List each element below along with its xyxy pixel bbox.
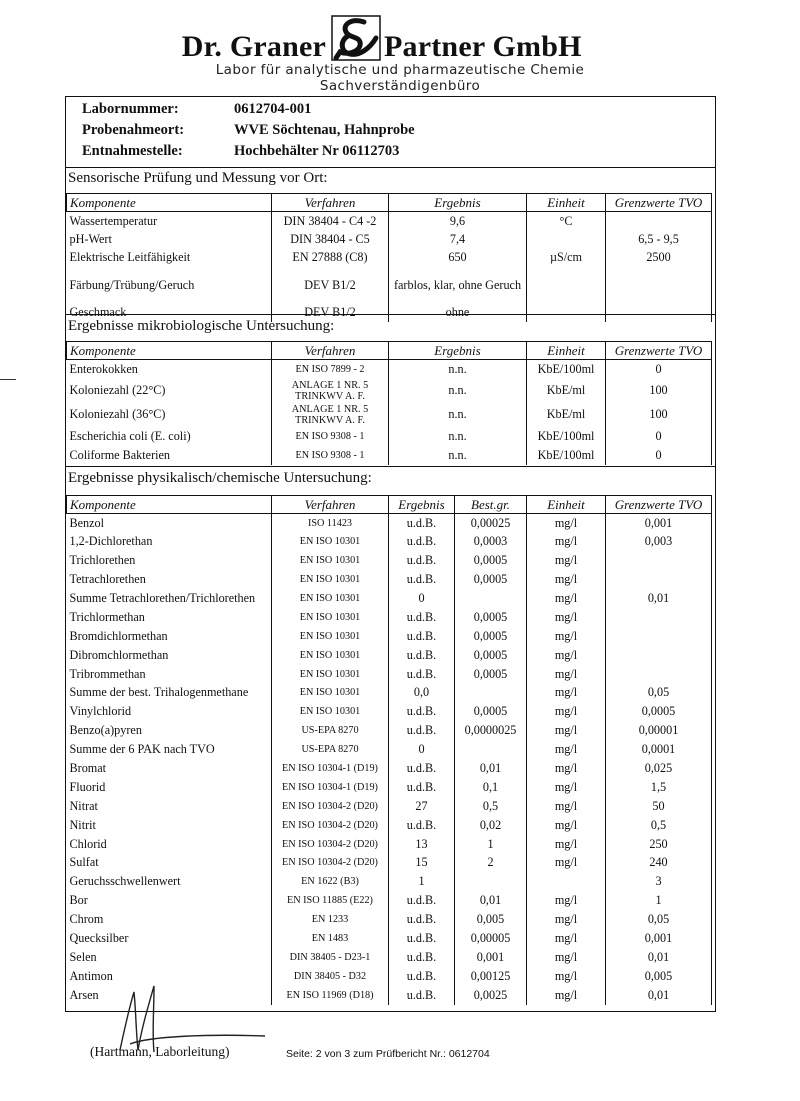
- table-cell: u.d.B.: [389, 778, 455, 797]
- sample-value: WVE Söchtenau, Hahnprobe: [234, 122, 415, 138]
- table-cell: Sulfat: [69, 855, 99, 870]
- table-cell: pH-Wert: [69, 231, 112, 246]
- table-cell: ANLAGE 1 NR. 5 TRINKWV A. F.: [272, 403, 389, 427]
- table-cell: u.d.B.: [389, 702, 455, 721]
- table-cell: n.n.: [389, 379, 527, 403]
- table-cell: 1,2-Dichlorethan: [69, 534, 153, 549]
- table-cell: mg/l: [527, 778, 606, 797]
- sample-info: [66, 97, 715, 168]
- table-row: [67, 702, 712, 721]
- table-cell: 0,0005: [455, 646, 527, 665]
- table-cell: 100: [606, 403, 712, 427]
- section-divider: [66, 314, 715, 315]
- table-cell: Arsen: [69, 987, 99, 1002]
- table-cell: EN ISO 10301: [272, 532, 389, 551]
- table-cell: ohne: [389, 303, 527, 322]
- table-cell: EN ISO 10301: [272, 684, 389, 703]
- table-cell: n.n.: [389, 403, 527, 427]
- table-cell: [606, 267, 712, 303]
- table-cell: Summe Tetrachlorethen/Trichlorethen: [69, 591, 256, 605]
- table-cell: Färbung/Trübung/Geruch: [69, 277, 195, 292]
- table-cell: DEV B1/2: [272, 303, 389, 322]
- column-header: Ergebnis: [389, 496, 455, 514]
- table-cell: 0,0003: [455, 532, 527, 551]
- table-cell: 0,0005: [455, 665, 527, 684]
- table-cell: Bor: [69, 893, 88, 908]
- table-cell: Bromat: [69, 761, 107, 776]
- margin-mark: [0, 379, 16, 380]
- letterhead-line-1: Labor für analytische und pharmazeutische Chemie: [215, 62, 585, 78]
- table-row: [67, 854, 712, 873]
- table-cell: 0,0001: [606, 740, 712, 759]
- table-cell: [606, 303, 712, 322]
- table-cell: mg/l: [527, 835, 606, 854]
- table-cell: 0,02: [455, 816, 527, 835]
- table-cell: Benzo(a)pyren: [69, 723, 142, 738]
- table-row: [67, 665, 712, 684]
- table-cell: 0: [389, 740, 455, 759]
- table-cell: mg/l: [527, 740, 606, 759]
- table-cell: 0,0000025: [455, 721, 527, 740]
- table-cell: Wassertemperatur: [69, 213, 158, 228]
- table-cell: 13: [389, 835, 455, 854]
- table-cell: mg/l: [527, 646, 606, 665]
- table-cell: EN ISO 10301: [272, 608, 389, 627]
- ampersand-logo-icon: [330, 14, 382, 62]
- section-divider: [66, 466, 715, 467]
- table-cell: 6,5 - 9,5: [606, 230, 712, 249]
- table-cell: Escherichia coli (E. coli): [69, 428, 191, 443]
- table-cell: mg/l: [527, 589, 606, 608]
- table-cell: 250: [606, 835, 712, 854]
- table-row: [67, 759, 712, 778]
- table-cell: EN ISO 10304-1 (D19): [272, 759, 389, 778]
- table-cell: [527, 230, 606, 249]
- sample-label: Probenahmeort:: [82, 122, 185, 138]
- table-cell: 650: [389, 249, 527, 268]
- column-header: Grenzwerte TVO: [606, 194, 712, 212]
- table-cell: 0,01: [606, 589, 712, 608]
- table-cell: 0: [606, 427, 712, 446]
- letterhead-line-2: Sachverständigenbüro: [319, 78, 481, 94]
- table-cell: DIN 38404 - C4 -2: [272, 212, 389, 231]
- table-cell: u.d.B.: [389, 759, 455, 778]
- brand: [0, 8, 800, 62]
- table-cell: 1: [389, 872, 455, 891]
- table-cell: Vinylchlorid: [69, 704, 132, 719]
- table-cell: 0,001: [455, 948, 527, 967]
- table-cell: 1: [606, 891, 712, 910]
- table-cell: DEV B1/2: [272, 267, 389, 303]
- table-cell: 0: [389, 589, 455, 608]
- table-cell: EN ISO 10304-2 (D20): [272, 797, 389, 816]
- micro-table: [66, 341, 712, 465]
- table-cell: u.d.B.: [389, 986, 455, 1005]
- table-cell: mg/l: [527, 759, 606, 778]
- table-row: [67, 532, 712, 551]
- table-cell: EN ISO 10301: [272, 646, 389, 665]
- report-frame: [65, 96, 716, 1012]
- table-cell: 1,5: [606, 778, 712, 797]
- signature-caption: (Hartmann, Laborleitung): [90, 1044, 230, 1059]
- column-header: Verfahren: [272, 496, 389, 514]
- table-row: [67, 948, 712, 967]
- table-cell: 0,05: [606, 910, 712, 929]
- table-cell: 0,01: [606, 948, 712, 967]
- table-cell: DIN 38405 - D32: [272, 967, 389, 986]
- table-cell: EN ISO 10304-2 (D20): [272, 835, 389, 854]
- column-header: Komponente: [67, 194, 272, 212]
- table-row: [67, 446, 712, 465]
- table-cell: 0,005: [455, 910, 527, 929]
- table-cell: [606, 608, 712, 627]
- table-row: [67, 721, 712, 740]
- table-cell: EN ISO 10304-2 (D20): [272, 854, 389, 873]
- table-cell: Nitrat: [69, 798, 98, 813]
- table-cell: Bromdichlormethan: [69, 628, 168, 643]
- table-cell: [606, 646, 712, 665]
- table-cell: DIN 38405 - D23-1: [272, 948, 389, 967]
- table-cell: u.d.B.: [389, 665, 455, 684]
- table-row: [67, 267, 712, 303]
- table-cell: 2: [455, 854, 527, 873]
- table-cell: mg/l: [527, 910, 606, 929]
- table-row: [67, 816, 712, 835]
- sample-value: Hochbehälter Nr 06112703: [234, 143, 400, 159]
- table-cell: DIN 38404 - C5: [272, 230, 389, 249]
- table-cell: KbE/100ml: [527, 427, 606, 446]
- table-row: [67, 589, 712, 608]
- table-cell: 0,0005: [455, 627, 527, 646]
- table-row: [67, 230, 712, 249]
- table-cell: Chlorid: [69, 836, 107, 851]
- table-row: [67, 910, 712, 929]
- table-row: [67, 835, 712, 854]
- table-cell: ISO 11423: [272, 514, 389, 533]
- table-cell: 0,00001: [606, 721, 712, 740]
- table-row: [67, 740, 712, 759]
- table-cell: Summe der best. Trihalogenmethane: [69, 685, 249, 700]
- table-cell: 0: [606, 446, 712, 465]
- table-cell: Tribrommethan: [69, 666, 146, 681]
- table-cell: u.d.B.: [389, 891, 455, 910]
- table-cell: farblos, klar, ohne Geruch: [389, 267, 527, 303]
- table-cell: Nitrit: [69, 817, 96, 832]
- table-header-row: [67, 496, 712, 514]
- table-cell: [606, 551, 712, 570]
- table-cell: µS/cm: [527, 249, 606, 268]
- table-cell: Koloniezahl (22°C): [69, 383, 166, 397]
- column-header: Grenzwerte TVO: [606, 496, 712, 514]
- table-cell: mg/l: [527, 665, 606, 684]
- table-cell: u.d.B.: [389, 816, 455, 835]
- table-cell: n.n.: [389, 446, 527, 465]
- page-footer: Seite: 2 von 3 zum Prüfbericht Nr.: 0612704: [286, 1048, 490, 1060]
- sample-label: Labornummer:: [82, 101, 179, 117]
- table-cell: Dibromchlormethan: [69, 647, 169, 662]
- table-cell: mg/l: [527, 570, 606, 589]
- table-cell: [606, 627, 712, 646]
- table-cell: mg/l: [527, 627, 606, 646]
- table-cell: 0,1: [455, 778, 527, 797]
- table-cell: 0,5: [606, 816, 712, 835]
- table-cell: [527, 267, 606, 303]
- table-cell: EN ISO 10301: [272, 589, 389, 608]
- table-cell: EN ISO 10304-1 (D19): [272, 778, 389, 797]
- table-cell: 0,003: [606, 532, 712, 551]
- table-cell: EN 1483: [272, 929, 389, 948]
- table-cell: 2500: [606, 249, 712, 268]
- table-cell: Elektrische Leitfähigkeit: [69, 250, 191, 265]
- table-cell: 0,0005: [455, 551, 527, 570]
- table-cell: EN ISO 10301: [272, 627, 389, 646]
- table-cell: 0,05: [606, 684, 712, 703]
- table-cell: mg/l: [527, 891, 606, 910]
- table-cell: mg/l: [527, 721, 606, 740]
- table-cell: [455, 740, 527, 759]
- table-cell: mg/l: [527, 684, 606, 703]
- table-cell: 9,6: [389, 212, 527, 231]
- table-row: [67, 427, 712, 446]
- table-cell: u.d.B.: [389, 608, 455, 627]
- table-cell: 0,0025: [455, 986, 527, 1005]
- sensory-table: [66, 193, 712, 322]
- company-name-left: Dr. Graner: [181, 30, 326, 63]
- section-title-sensory: Sensorische Prüfung und Messung vor Ort:: [68, 170, 328, 186]
- table-cell: 0,0: [389, 684, 455, 703]
- table-header-row: [67, 342, 712, 360]
- table-cell: [606, 212, 712, 231]
- table-cell: [527, 872, 606, 891]
- table-cell: US-EPA 8270: [272, 740, 389, 759]
- table-cell: EN ISO 11969 (D18): [272, 986, 389, 1005]
- section-title-chem: Ergebnisse physikalisch/chemische Untersuchung:: [68, 470, 372, 486]
- table-cell: Koloniezahl (36°C): [69, 407, 166, 421]
- table-cell: 27: [389, 797, 455, 816]
- table-cell: EN ISO 10301: [272, 665, 389, 684]
- table-cell: 0,00125: [455, 967, 527, 986]
- sample-label: Entnahmestelle:: [82, 143, 183, 159]
- table-row: [67, 551, 712, 570]
- table-cell: EN ISO 10301: [272, 570, 389, 589]
- column-header: Ergebnis: [389, 342, 527, 360]
- table-cell: KbE/ml: [527, 403, 606, 427]
- table-cell: 0,00025: [455, 514, 527, 533]
- table-cell: mg/l: [527, 929, 606, 948]
- table-cell: EN ISO 10304-2 (D20): [272, 816, 389, 835]
- table-cell: [455, 872, 527, 891]
- table-cell: 0,025: [606, 759, 712, 778]
- column-header: Einheit: [527, 342, 606, 360]
- table-cell: 0: [606, 360, 712, 379]
- table-cell: Fluorid: [69, 779, 106, 794]
- table-cell: EN ISO 7899 - 2: [272, 360, 389, 379]
- table-cell: mg/l: [527, 702, 606, 721]
- table-cell: mg/l: [527, 514, 606, 533]
- column-header: Verfahren: [272, 342, 389, 360]
- table-cell: Tetrachlorethen: [69, 572, 146, 587]
- table-row: [67, 684, 712, 703]
- section-title-micro: Ergebnisse mikrobiologische Untersuchung:: [68, 318, 335, 334]
- sample-value: 0612704-001: [234, 101, 312, 117]
- table-cell: n.n.: [389, 427, 527, 446]
- table-row: [67, 360, 712, 379]
- table-cell: 0,0005: [606, 702, 712, 721]
- table-cell: 0,0005: [455, 608, 527, 627]
- table-row: [67, 797, 712, 816]
- table-cell: 0,0005: [455, 702, 527, 721]
- column-header: Verfahren: [272, 194, 389, 212]
- table-cell: EN ISO 9308 - 1: [272, 446, 389, 465]
- table-cell: mg/l: [527, 816, 606, 835]
- table-cell: u.d.B.: [389, 627, 455, 646]
- table-cell: EN ISO 9308 - 1: [272, 427, 389, 446]
- table-row: [67, 608, 712, 627]
- table-cell: u.d.B.: [389, 570, 455, 589]
- table-cell: mg/l: [527, 948, 606, 967]
- table-cell: u.d.B.: [389, 551, 455, 570]
- table-cell: Summe der 6 PAK nach TVO: [69, 742, 215, 757]
- table-row: [67, 514, 712, 533]
- table-cell: 0,01: [606, 986, 712, 1005]
- table-row: [67, 872, 712, 891]
- table-cell: mg/l: [527, 797, 606, 816]
- table-row: [67, 646, 712, 665]
- table-row: [67, 379, 712, 403]
- table-cell: Geruchsschwellenwert: [69, 874, 181, 889]
- table-cell: KbE/100ml: [527, 360, 606, 379]
- table-cell: [606, 665, 712, 684]
- table-cell: 0,001: [606, 929, 712, 948]
- table-cell: u.d.B.: [389, 514, 455, 533]
- table-row: [67, 570, 712, 589]
- table-cell: Trichlorethen: [69, 553, 136, 568]
- table-cell: n.n.: [389, 360, 527, 379]
- table-cell: 3: [606, 872, 712, 891]
- column-header: Grenzwerte TVO: [606, 342, 712, 360]
- column-header: Einheit: [527, 496, 606, 514]
- table-cell: Selen: [69, 949, 97, 964]
- table-row: [67, 212, 712, 231]
- table-cell: 100: [606, 379, 712, 403]
- column-header: Einheit: [527, 194, 606, 212]
- table-cell: mg/l: [527, 551, 606, 570]
- table-cell: °C: [527, 212, 606, 231]
- table-cell: mg/l: [527, 986, 606, 1005]
- table-row: [67, 929, 712, 948]
- table-cell: mg/l: [527, 967, 606, 986]
- table-cell: [527, 303, 606, 322]
- table-cell: mg/l: [527, 608, 606, 627]
- column-header: Best.gr.: [455, 496, 527, 514]
- table-cell: 240: [606, 854, 712, 873]
- table-cell: mg/l: [527, 854, 606, 873]
- table-cell: [455, 589, 527, 608]
- table-cell: u.d.B.: [389, 721, 455, 740]
- table-cell: u.d.B.: [389, 646, 455, 665]
- table-cell: 7,4: [389, 230, 527, 249]
- table-cell: KbE/ml: [527, 379, 606, 403]
- table-cell: 0,001: [606, 514, 712, 533]
- table-cell: ANLAGE 1 NR. 5 TRINKWV A. F.: [272, 379, 389, 403]
- table-cell: Enterokokken: [69, 361, 138, 376]
- table-cell: Trichlormethan: [69, 609, 145, 624]
- table-cell: Benzol: [69, 515, 105, 530]
- table-cell: 0,5: [455, 797, 527, 816]
- table-cell: 0,0005: [455, 570, 527, 589]
- table-cell: 50: [606, 797, 712, 816]
- table-cell: KbE/100ml: [527, 446, 606, 465]
- table-cell: 1: [455, 835, 527, 854]
- table-row: [67, 403, 712, 427]
- table-cell: 0,01: [455, 891, 527, 910]
- table-cell: EN 1622 (B3): [272, 872, 389, 891]
- company-name-right: Partner GmbH: [384, 30, 582, 63]
- table-cell: mg/l: [527, 532, 606, 551]
- table-cell: Antimon: [69, 968, 113, 983]
- table-cell: Chrom: [69, 912, 104, 927]
- table-cell: EN 27888 (C8): [272, 249, 389, 268]
- table-cell: [606, 570, 712, 589]
- table-cell: u.d.B.: [389, 910, 455, 929]
- table-cell: EN ISO 11885 (E22): [272, 891, 389, 910]
- table-row: [67, 891, 712, 910]
- table-cell: u.d.B.: [389, 967, 455, 986]
- table-cell: u.d.B.: [389, 532, 455, 551]
- table-cell: EN ISO 10301: [272, 551, 389, 570]
- table-cell: EN 1233: [272, 910, 389, 929]
- table-cell: u.d.B.: [389, 929, 455, 948]
- column-header: Komponente: [67, 496, 272, 514]
- table-row: [67, 778, 712, 797]
- column-header: Ergebnis: [389, 194, 527, 212]
- table-cell: u.d.B.: [389, 948, 455, 967]
- table-cell: Coliforme Bakterien: [69, 447, 171, 462]
- table-header-row: [67, 194, 712, 212]
- table-cell: Geschmack: [69, 304, 127, 319]
- table-cell: 0,01: [455, 759, 527, 778]
- table-cell: 0,005: [606, 967, 712, 986]
- table-cell: EN ISO 10301: [272, 702, 389, 721]
- table-cell: 0,00005: [455, 929, 527, 948]
- table-cell: Quecksilber: [69, 931, 129, 946]
- table-row: [67, 249, 712, 268]
- column-header: Komponente: [67, 342, 272, 360]
- table-row: [67, 627, 712, 646]
- chem-table: [66, 495, 712, 1005]
- letterhead: [0, 8, 800, 94]
- table-cell: 15: [389, 854, 455, 873]
- table-cell: [455, 684, 527, 703]
- table-cell: US-EPA 8270: [272, 721, 389, 740]
